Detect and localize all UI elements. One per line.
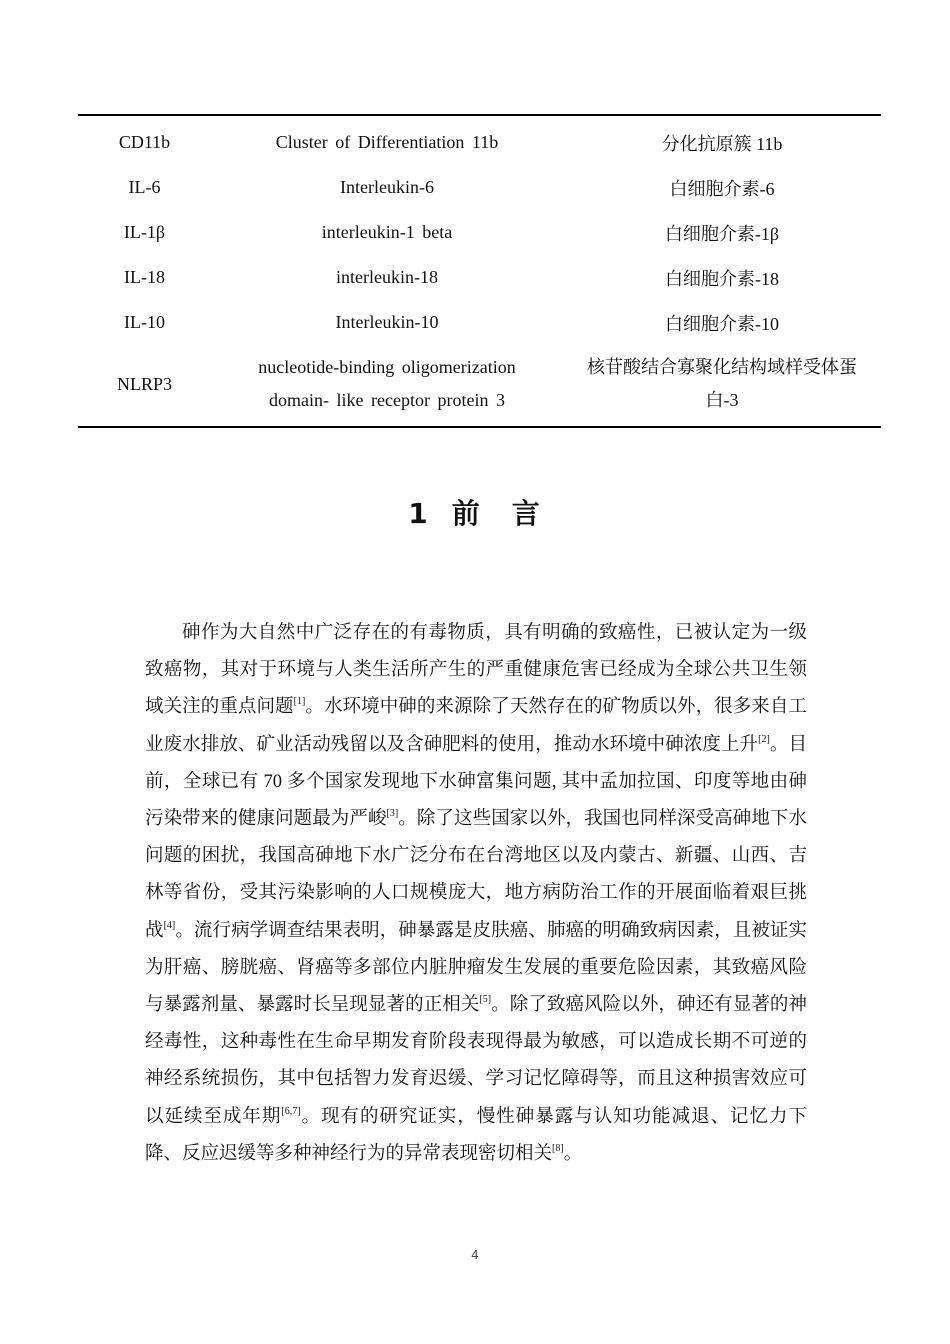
paragraph-text: 。水环境中砷的来源除了天然存在的矿物质以外，很多来自工业废水排放、矿业活动残留以及含砷肥料的使用，推动水环境中砷浓度上升 [145, 697, 807, 755]
table-row [78, 115, 881, 165]
full-name-cell: interleukin-18 [336, 267, 438, 287]
paragraph-text: 。 [563, 1143, 583, 1164]
paragraph-text: 。目前，全球已有 70 多个国家发现地下水砷富集问题, 其中孟加拉国、印度等地由砷污染带来的健康问题最为严峻 [145, 734, 807, 830]
citation: [3] [386, 808, 399, 820]
abbr-cell: IL-18 [124, 267, 165, 287]
table-row [78, 300, 881, 345]
section-title-char: 前 [451, 497, 482, 530]
abbr-cell: IL-6 [128, 177, 161, 197]
chinese-name-cell: 白细胞介素-10 [665, 313, 779, 334]
paragraph-text: 。除了致癌风险以外，砷还有显著的神经毒性，这种毒性在生命早期发育阶段表现得最为敏感，可以造成长期不可逆的神经系统损伤，其中包括智力发育迟缓、学习记忆障碍等，而且这种损害效应可以延续至成年期 [145, 995, 807, 1127]
paragraph-text: 。现有的研究证实，慢性砷暴露与认知功能减退、记忆力下降、反应迟缓等多种神经行为的异常表现密切相关 [145, 1106, 807, 1164]
full-name-cell: Cluster of Differentiation 11b [275, 132, 499, 152]
paragraph-text: 。除了这些国家以外，我国也同样深受高砷地下水问题的困扰，我国高砷地下水广泛分布在台湾地区以及内蒙古、新疆、山西、吉林等省份，受其污染影响的人口规模庞大，地方病防治工作的开展面临着艰巨挑战 [145, 809, 807, 941]
section-number: 1 [408, 497, 430, 530]
citation: [1] [293, 696, 306, 708]
chinese-name-line-1: 核苷酸结合寡聚化结构域样受体蛋 [587, 357, 857, 377]
chinese-name-cell: 分化抗原簇 11b [661, 133, 783, 154]
chinese-name-cell: 白细胞介素-18 [665, 268, 779, 289]
abbr-cell: IL-1β [123, 222, 166, 242]
abbr-cell: IL-10 [124, 312, 165, 332]
full-name-line-2: domain- like receptor protein 3 [269, 390, 505, 410]
full-name-cell [211, 345, 563, 427]
full-name-line-1: nucleotide-binding oligomerization [258, 357, 516, 377]
chinese-name-line-2: 白-3 [705, 390, 739, 410]
paragraph-text: 砷作为大自然中广泛存在的有毒物质，具有明确的致癌性，已被认定为一级致癌物，其对于环境与人类生活所产生的严重健康危害已经成为全球公共卫生领域关注的重点问题 [145, 623, 807, 718]
citation: [2] [758, 733, 770, 745]
chinese-name-cell [563, 345, 881, 427]
table-row [78, 210, 881, 255]
section-title-char: 言 [511, 497, 542, 530]
page-number: 4 [471, 1248, 479, 1262]
chinese-name-cell: 白细胞介素-6 [669, 178, 775, 199]
citation: [6,7] [281, 1105, 301, 1117]
citation: [5] [479, 994, 492, 1006]
introduction-paragraph [145, 615, 807, 1173]
citation: [4] [163, 919, 176, 931]
table-row [78, 165, 881, 210]
chinese-name-cell: 白细胞介素-1β [664, 223, 780, 244]
abbr-cell: NLRP3 [116, 373, 172, 394]
abbreviation-table [78, 114, 881, 428]
table-row [78, 255, 881, 300]
full-name-cell: Interleukin-6 [340, 177, 434, 197]
table-row [78, 345, 881, 427]
full-name-cell: Interleukin-10 [335, 312, 439, 332]
full-name-cell: interleukin-1 beta [321, 222, 453, 242]
citation: [8] [552, 1142, 564, 1154]
abbr-cell: CD11b [118, 132, 171, 152]
section-heading [0, 492, 950, 532]
paragraph-text: 。流行病学调查结果表明，砷暴露是皮肤癌、肺癌的明确致病因素，且被证实为肝癌、膀胱癌、肾癌等多部位内脏肿瘤发生发展的重要危险因素，其致癌风险与暴露剂量、暴露时长呈现显著的正相关 [145, 920, 807, 1016]
